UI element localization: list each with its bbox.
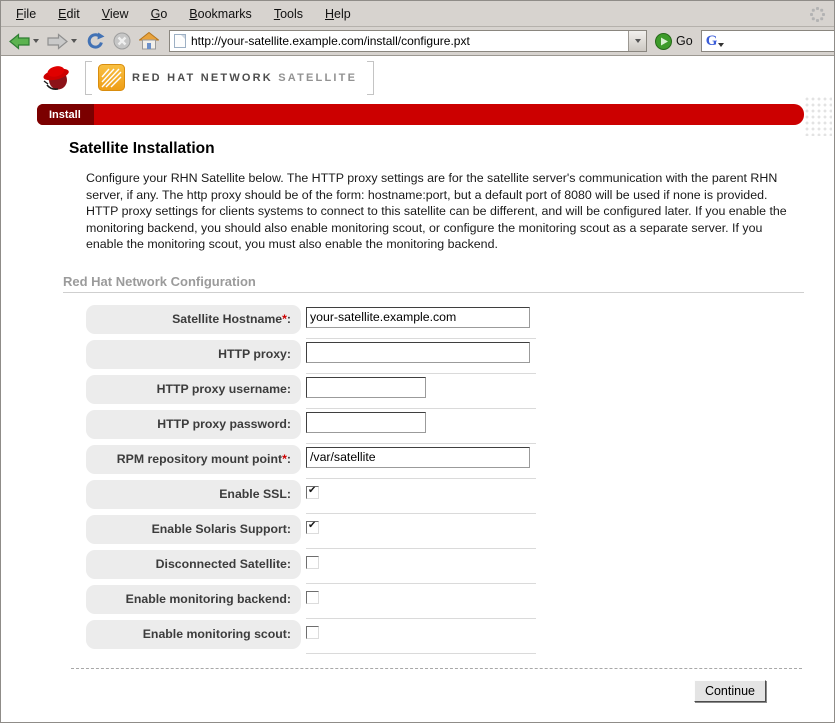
section-header: Red Hat Network Configuration (63, 274, 804, 293)
brand-text (132, 72, 357, 84)
forward-icon (47, 33, 68, 50)
intro-text: Configure your RHN Satellite below. The HTTP proxy settings are for the satellite server's communication with the parent RHN server, if any. The http proxy should be of the form: hostname:port, but a default port of 8080 will be used if none is provided. HTTP proxy settings for clients systems to connect to this satellite can be different, and will be configured later. If you enable the monitoring backend, you should also enable monitoring scout, or configure the monitoring scout as a separate server. If you enable the monitoring scout, you must also enable the monitoring backend. (86, 171, 787, 252)
search-engine-icon[interactable]: G (705, 32, 718, 49)
enable-ssl-checkbox[interactable] (306, 486, 319, 499)
http-proxy-label: HTTP proxy: (86, 340, 301, 369)
form-row-enable-monitoring-backend (86, 585, 834, 620)
page-icon (174, 34, 186, 48)
install-nav-bar (37, 104, 804, 125)
form-row-satellite-hostname (86, 305, 834, 340)
continue-button[interactable]: Continue (694, 680, 766, 702)
forward-dropdown-caret[interactable] (71, 39, 77, 43)
http-proxy-username-field-cell (306, 375, 536, 409)
reload-icon (85, 32, 105, 50)
form-row-http-proxy (86, 340, 834, 375)
http-proxy-input[interactable] (306, 342, 530, 363)
stop-button[interactable] (111, 31, 133, 51)
menu-bar (1, 1, 834, 27)
button-row (1, 680, 766, 702)
menu-view[interactable]: View (101, 6, 129, 21)
http-proxy-password-input[interactable] (306, 412, 426, 433)
back-icon (9, 33, 30, 50)
form-row-enable-ssl (86, 480, 834, 515)
menu-items (7, 4, 360, 24)
enable-ssl-field-cell (306, 480, 536, 514)
go-label: Go (676, 34, 693, 48)
satellite-hostname-field-cell (306, 305, 536, 339)
search-engine-caret (718, 43, 724, 47)
url-bar[interactable] (169, 30, 647, 52)
configuration-form (86, 305, 834, 655)
form-row-disconnected-satellite (86, 550, 834, 585)
enable-solaris-support-field-cell (306, 515, 536, 549)
form-row-enable-monitoring-scout (86, 620, 834, 655)
stop-icon (113, 32, 131, 50)
page-content (1, 56, 834, 723)
page-title: Satellite Installation (69, 140, 215, 157)
enable-monitoring-backend-checkbox[interactable] (306, 591, 319, 604)
dot-pattern (804, 96, 832, 136)
brand-secondary: SATELLITE (278, 71, 358, 84)
http-proxy-field-cell (306, 340, 536, 374)
brand-header (1, 56, 834, 98)
go-icon (655, 33, 672, 50)
enable-ssl-label: Enable SSL: (86, 480, 301, 509)
http-proxy-password-label: HTTP proxy password: (86, 410, 301, 439)
chevron-down-icon (635, 39, 641, 43)
enable-monitoring-scout-label: Enable monitoring scout: (86, 620, 301, 649)
search-box[interactable] (701, 30, 835, 52)
menu-edit[interactable]: Edit (58, 6, 80, 21)
tab-install[interactable]: Install (37, 104, 94, 125)
brand-primary: RED HAT NETWORK (132, 71, 273, 84)
bracket-left (85, 61, 92, 95)
url-input[interactable]: http://your-satellite.example.com/install/configure.pxt (191, 34, 470, 48)
rpm-repo-mount-point-label: RPM repository mount point * : (86, 445, 301, 474)
form-row-enable-solaris-support (86, 515, 834, 550)
form-row-http-proxy-username (86, 375, 834, 410)
reload-button[interactable] (83, 31, 107, 51)
disconnected-satellite-checkbox[interactable] (306, 556, 319, 569)
search-input[interactable] (725, 32, 835, 50)
enable-monitoring-scout-checkbox[interactable] (306, 626, 319, 639)
back-dropdown-caret[interactable] (33, 39, 39, 43)
go-button[interactable] (651, 33, 697, 50)
http-proxy-username-label: HTTP proxy username: (86, 375, 301, 404)
home-icon (139, 32, 159, 50)
required-asterisk: * (282, 312, 287, 327)
bracket-right (367, 61, 374, 95)
home-button[interactable] (137, 31, 161, 51)
http-proxy-password-field-cell (306, 410, 536, 444)
disconnected-satellite-label: Disconnected Satellite: (86, 550, 301, 579)
menu-file[interactable]: File (16, 6, 37, 21)
enable-solaris-support-label: Enable Solaris Support: (86, 515, 301, 544)
satellite-hostname-label: Satellite Hostname * : (86, 305, 301, 334)
menu-tools[interactable]: Tools (273, 6, 303, 21)
url-dropdown-button[interactable] (628, 31, 646, 51)
enable-monitoring-backend-label: Enable monitoring backend: (86, 585, 301, 614)
redhat-shadowman-logo (41, 63, 73, 93)
rpm-repo-mount-point-input[interactable] (306, 447, 530, 468)
satellite-hostname-input[interactable] (306, 307, 530, 328)
throbber-icon (808, 5, 826, 23)
forward-button[interactable] (45, 32, 79, 51)
rpm-repo-mount-point-field-cell (306, 445, 536, 479)
required-asterisk: * (282, 452, 287, 467)
enable-monitoring-backend-field-cell (306, 585, 536, 619)
enable-monitoring-scout-field-cell (306, 620, 536, 654)
form-row-http-proxy-password (86, 410, 834, 445)
nav-toolbar (1, 27, 834, 56)
menu-bookmarks[interactable]: Bookmarks (189, 6, 252, 21)
form-row-rpm-repo-mount-point (86, 445, 834, 480)
menu-go[interactable]: Go (150, 6, 168, 21)
back-button[interactable] (7, 32, 41, 51)
satellite-brand-icon (98, 64, 125, 91)
enable-solaris-support-checkbox[interactable] (306, 521, 319, 534)
http-proxy-username-input[interactable] (306, 377, 426, 398)
disconnected-satellite-field-cell (306, 550, 536, 584)
divider (71, 668, 802, 669)
menu-help[interactable]: Help (325, 6, 351, 21)
